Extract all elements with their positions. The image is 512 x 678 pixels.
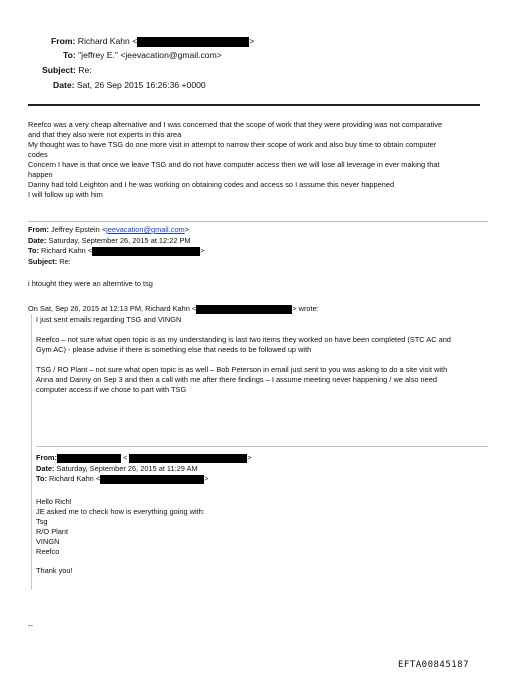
header-to [63, 50, 222, 61]
date-value: Sat, 26 Sep 2015 16:26:36 +0000 [76, 80, 206, 90]
redaction-bar [137, 37, 249, 47]
reply-line: and that they also were not experts in this area [28, 130, 182, 139]
from-label: From: [51, 36, 76, 46]
header-divider [28, 104, 480, 106]
to-value: "jeffrey E." <jeevacation@gmail.com> [78, 50, 222, 60]
from-name: Richard Kahn < [77, 36, 138, 46]
email-link[interactable]: jeevacation@gmail.com [106, 225, 185, 234]
subject-value: Re: [78, 65, 92, 75]
msg3-body [36, 497, 205, 576]
quote-bar [31, 314, 32, 590]
reply-line: happen [28, 170, 53, 179]
to-label: To: [63, 50, 76, 60]
header-subject [42, 65, 92, 76]
reply-line: My thought was to have TSG do one more visit in attempt to narrow their scope of work and also buy time to obtain computer [28, 140, 437, 149]
quote-line: I just sent emails regarding TSG and VINGN [36, 315, 182, 324]
reply-line: I will follow up with him [28, 190, 103, 199]
quote-line: computer access if we chose to part with TSG [36, 385, 187, 394]
thanks-line: Thank you! [36, 566, 73, 575]
msg2-date: Date: Saturday, September 26, 2015 at 12:22 PM [28, 235, 191, 245]
list-item: Reefco [36, 547, 60, 556]
quote-intro: On Sat, Sep 26, 2015 at 12:13 PM, Richard Kahn < > wrote: [28, 304, 319, 313]
msg2-body: i htought they were an alterntive to tsg [28, 279, 153, 288]
list-item: Tsg [36, 517, 48, 526]
redaction-bar [196, 305, 292, 314]
quote-line: Anna and Danny on Sep 3 and then a call with me after there findings – I assume meeting never happening / we also need [36, 375, 437, 384]
quote-line: TSG / RO Plant – not sure what open topic is as well – Bob Peterson in email just sent to you was asking to do a site visit with [36, 365, 448, 374]
reply-line: codes [28, 150, 48, 159]
list-item: R/O Plant [36, 527, 69, 536]
msg3-header [36, 453, 252, 485]
reply-body [28, 120, 490, 200]
document-id: EFTA00845187 [398, 660, 470, 670]
quote-line: Gym AC) - please advise if there is something else that needs to be followed up with [36, 345, 312, 354]
list-item: VINGN [36, 537, 60, 546]
subject-label: Subject: [42, 65, 76, 75]
msg3-from: From: < > [36, 453, 252, 462]
msg2-to: To: Richard Kahn < > [28, 246, 205, 255]
msg2-header [28, 225, 205, 267]
redaction-bar [129, 454, 247, 463]
reply-line: Danny had told Leighton and I he was working on obtaining codes and access so I assume this never happened [28, 180, 395, 189]
reply-line: Concern I have is that once we leave TSG and do not have computer access then we will lose all leverage in ever making that [28, 160, 440, 169]
body-line: JE asked me to check how is everything going with: [36, 507, 205, 516]
msg3-date: Date: Saturday, September 26, 2015 at 11:29 AM [36, 463, 198, 473]
message-divider [28, 221, 488, 222]
msg3-to: To: Richard Kahn < > [36, 474, 209, 483]
reply-line: Reefco was a very cheap alternative and I was concerned that the scope of work that they were providing was not comparative [28, 120, 443, 129]
message-divider [36, 446, 488, 447]
signature-separator: -- [28, 621, 33, 630]
quote-line: Reefco – not sure what open topic is as my understanding is last two items they worked on have been completed (STC AC and [36, 335, 451, 344]
redaction-bar [92, 247, 200, 256]
header-from: From: Richard Kahn < > [51, 36, 255, 46]
greeting: Hello Rich! [36, 497, 72, 506]
redaction-bar [57, 454, 121, 463]
header-date [53, 80, 206, 91]
quote-body [36, 315, 492, 395]
msg2-subject: Subject: Re: [28, 256, 71, 266]
msg2-from: From: Jeffrey Epstein <jeevacation@gmail.com> [28, 225, 190, 234]
redaction-bar [100, 475, 204, 484]
date-label: Date: [53, 80, 75, 90]
